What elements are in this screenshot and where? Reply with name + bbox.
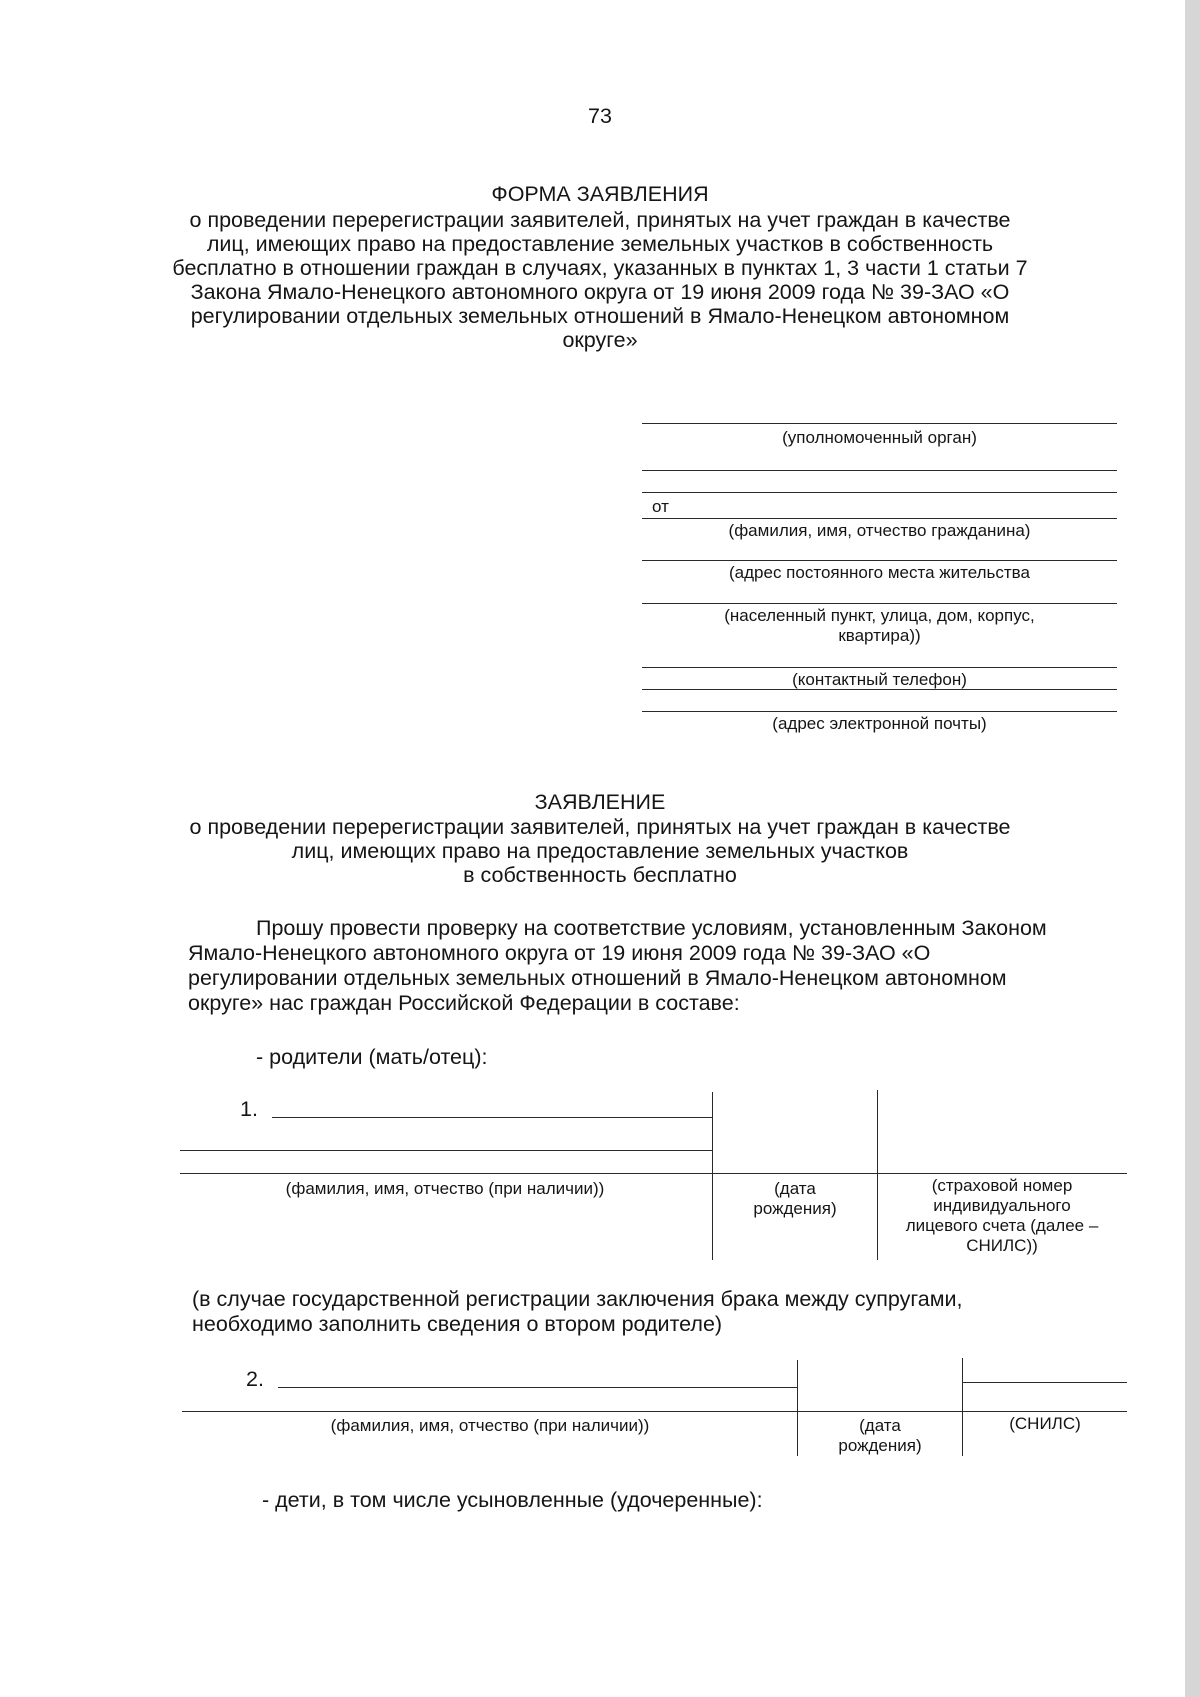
address-detail-caption	[642, 606, 1117, 646]
address-detail-caption-line: квартира))	[838, 626, 921, 645]
parent-2-row-line	[182, 1411, 1127, 1412]
citizen-name-field[interactable]	[642, 518, 1117, 519]
parent-1-divider-2	[877, 1090, 878, 1260]
snils-caption-line: (страховой номер	[931, 1176, 1073, 1195]
form-description-line: о проведении перерегистрации заявителей, принятых на учет граждан в качестве	[189, 208, 1011, 232]
from-field-top	[642, 492, 1117, 493]
form-description-line: бесплатно в отношении граждан в случаях, указанных в пунктах 1, 3 части 1 статьи 7	[172, 256, 1028, 280]
email-field[interactable]	[642, 711, 1117, 712]
application-body-line: регулировании отдельных земельных отношений в Ямало-Ненецком автономном	[188, 966, 1007, 990]
parent-1-row-line	[180, 1173, 1127, 1174]
application-body-line: округе» нас граждан Российской Федерации в составе:	[188, 991, 740, 1015]
parent-2-divider-1	[797, 1360, 798, 1456]
birth-caption-line: рождения)	[838, 1436, 922, 1455]
form-description-line: регулировании отдельных земельных отношений в Ямало-Ненецком автономном	[190, 304, 1010, 328]
address-detail-field[interactable]	[642, 603, 1117, 604]
application-body-line: Ямало-Ненецкого автономного округа от 19 июня 2009 года № 39-ЗАО «О	[188, 941, 931, 965]
address-detail-caption-line: (населенный пункт, улица, дом, корпус,	[724, 606, 1035, 625]
parent-1-snils-caption	[884, 1176, 1120, 1256]
parent-2-number: 2.	[246, 1367, 264, 1391]
authority-field-line-2[interactable]	[642, 470, 1117, 471]
second-parent-note-line: необходимо заполнить сведения о втором родителе)	[192, 1312, 723, 1336]
parent-2-snils-caption: (СНИЛС)	[1009, 1414, 1081, 1433]
application-subtitle	[140, 815, 1060, 887]
form-description-line: Закона Ямало-Ненецкого автономного округа от 19 июня 2009 года № 39-ЗАО «О	[190, 280, 1010, 304]
parent-1-name-caption: (фамилия, имя, отчество (при наличии))	[285, 1179, 605, 1198]
phone-underline	[642, 689, 1117, 690]
form-description	[140, 208, 1060, 352]
parent-2-snils-field[interactable]	[963, 1382, 1127, 1383]
application-subtitle-line: о проведении перерегистрации заявителей, принятых на учет граждан в качестве	[189, 815, 1011, 839]
authority-field[interactable]	[642, 423, 1117, 424]
phone-field[interactable]	[642, 667, 1117, 668]
birth-caption-line: рождения)	[753, 1199, 837, 1218]
email-caption: (адрес электронной почты)	[772, 714, 987, 733]
parent-1-name-field[interactable]	[272, 1117, 712, 1118]
from-label: от	[652, 497, 669, 516]
parent-2-divider-2	[962, 1358, 963, 1456]
birth-caption-line: (дата	[774, 1179, 816, 1198]
citizen-name-caption: (фамилия, имя, отчество гражданина)	[728, 521, 1031, 540]
parents-heading: - родители (мать/отец):	[256, 1045, 488, 1069]
application-body	[188, 916, 1122, 1016]
snils-caption-line: индивидуального	[933, 1196, 1071, 1215]
parent-1-divider-1	[712, 1092, 713, 1260]
authority-caption: (уполномоченный орган)	[782, 428, 977, 447]
snils-caption-line: СНИЛС))	[966, 1236, 1038, 1255]
page-number: 73	[588, 104, 612, 128]
application-subtitle-line: лиц, имеющих право на предоставление земельных участков	[291, 839, 909, 863]
parent-2-name-field[interactable]	[278, 1387, 797, 1388]
application-title: ЗАЯВЛЕНИЕ	[534, 790, 666, 814]
application-body-line: Прошу провести проверку на соответствие условиям, установленным Законом	[256, 916, 1047, 940]
scan-edge	[1185, 0, 1200, 1697]
form-description-line: округе»	[562, 328, 638, 352]
children-heading: - дети, в том числе усыновленные (удочеренные):	[262, 1488, 763, 1512]
birth-caption-line: (дата	[859, 1416, 901, 1435]
application-subtitle-line: в собственность бесплатно	[463, 863, 737, 887]
second-parent-note-line: (в случае государственной регистрации заключения брака между супругами,	[192, 1287, 963, 1311]
parent-1-number: 1.	[240, 1097, 258, 1121]
phone-caption: (контактный телефон)	[792, 670, 967, 689]
address-caption: (адрес постоянного места жительства	[729, 563, 1030, 582]
form-title: ФОРМА ЗАЯВЛЕНИЯ	[491, 182, 709, 206]
second-parent-note	[192, 1287, 1125, 1337]
snils-caption-line: лицевого счета (далее –	[905, 1216, 1099, 1235]
form-description-line: лиц, имеющих право на предоставление земельных участков в собственность	[206, 232, 994, 256]
parent-1-birth-caption	[725, 1179, 865, 1219]
parent-2-birth-caption	[810, 1416, 950, 1456]
parent-2-name-caption: (фамилия, имя, отчество (при наличии))	[330, 1416, 650, 1435]
parent-1-name-field-2[interactable]	[180, 1150, 712, 1151]
address-field[interactable]	[642, 560, 1117, 561]
